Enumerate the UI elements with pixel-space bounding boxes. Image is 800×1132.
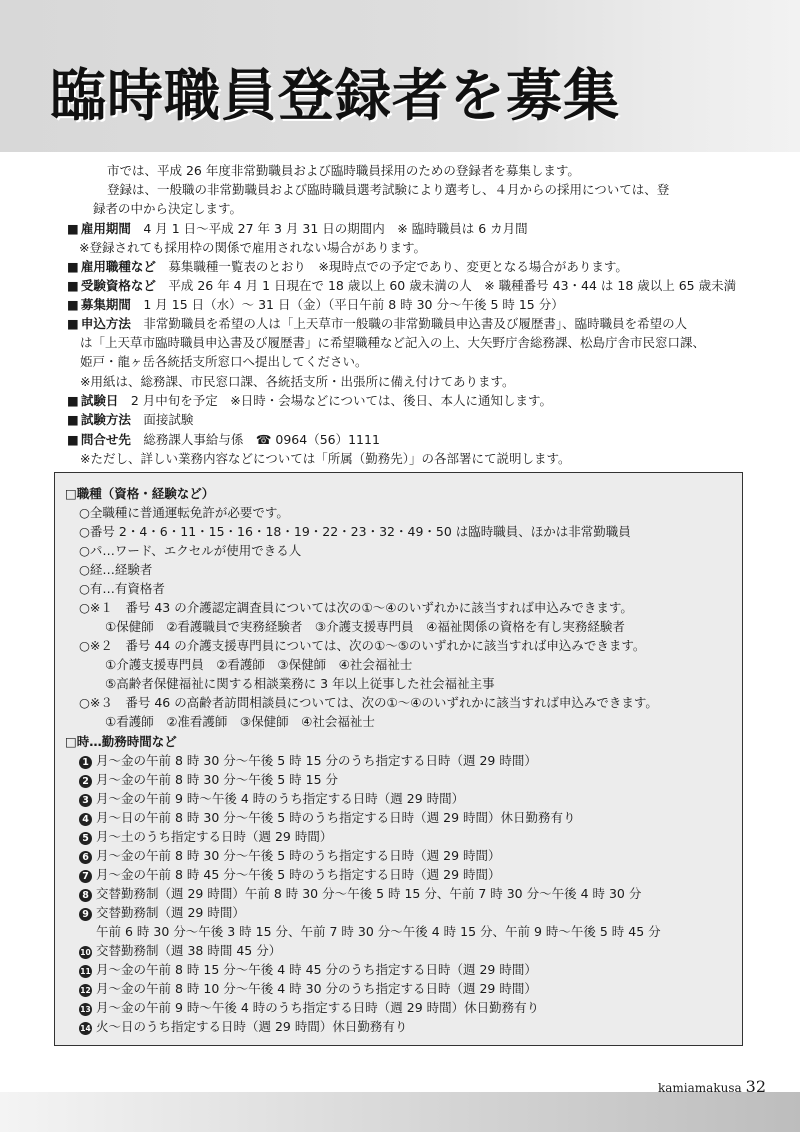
shift-text: 火～日のうち指定する日時（週 29 時間）休日勤務有り: [96, 1019, 408, 1034]
item-application: ■ 申込方法 非常勤職員を希望の人は「上天草市一般職の非常勤職員申込書及び履歴書」、臨時職員を希望の人: [67, 316, 688, 331]
item-text: 1 月 15 日（水）～ 31 日（金）（平日午前 8 時 30 分～午後 5 時 15 分）: [143, 297, 564, 312]
shift-text: 月～金の午前 9 時～午後 4 時のうち指定する日時（週 29 時間）: [96, 791, 465, 806]
site-name: kamiamakusa: [657, 1081, 742, 1095]
shift-text: 交替勤務制（週 29 時間）: [96, 905, 245, 920]
item-text: 募集職種一覧表のとおり ※現時点での予定であり、変更となる場合があります。: [168, 259, 628, 274]
item-text: 2 月中旬を予定 ※日時・会場などについては、後日、本人に通知します。: [130, 393, 552, 408]
item-label: 試験方法: [80, 412, 131, 427]
item-text: 面接試験: [143, 412, 194, 427]
item-note: ※登録されても採用枠の関係で雇用されない場合があります。: [79, 240, 426, 255]
item-label: 雇用職種など: [80, 259, 156, 274]
job-note: ○※３ 番号 46 の高齢者訪問相談員については、次の①～④のいずれかに該当すれば申込みできます。: [79, 695, 658, 710]
shift-item: [79, 847, 501, 865]
shift-text: 月～金の午前 9 時～午後 4 時のうち指定する日時（週 29 時間）休日勤務有り: [96, 1000, 540, 1015]
job-note: ○パ…ワード、エクセルが使用できる人: [79, 543, 302, 558]
shift-number-badge: 6: [79, 851, 92, 864]
shift-number-badge: 7: [79, 870, 92, 883]
footer-band: [0, 1092, 800, 1132]
item-employment-period: ■ 雇用期間 4 月 1 日～平成 27 年 3 月 31 日の期間内 ※ 臨時職員は 6 カ月間: [67, 221, 528, 236]
intro-line: 市では、平成 26 年度非常勤職員および臨時職員採用のための登録者を募集します。: [107, 163, 580, 178]
shift-number-badge: 5: [79, 832, 92, 845]
job-note: ①看護師 ②准看護師 ③保健師 ④社会福祉士: [105, 714, 375, 729]
job-note: ○経…経験者: [79, 562, 153, 577]
shift-text: 月～金の午前 8 時 30 分～午後 5 時 15 分: [96, 772, 339, 787]
intro-line: 登録は、一般職の非常勤職員および臨時職員選考試験により選考し、４月からの採用については、登: [107, 182, 670, 197]
shift-item: [79, 885, 641, 903]
item-label: 申込方法: [80, 316, 131, 331]
shift-item: [79, 771, 338, 789]
shift-number-badge: 3: [79, 794, 92, 807]
shift-item: [79, 752, 537, 770]
shift-item: [79, 866, 501, 884]
item-note: ※用紙は、総務課、市民窓口課、各統括支所・出張所に備え付けてあります。: [80, 374, 515, 389]
item-label: 受験資格など: [80, 278, 156, 293]
item-text: 平成 26 年 4 月 1 日現在で 18 歳以上 60 歳未満の人 ※ 職種番号 43・44 は 18 歳以上 65 歳未満: [168, 278, 737, 293]
shift-number-badge: 8: [79, 889, 92, 902]
shift-text: 月～土のうち指定する日時（週 29 時間）: [96, 829, 333, 844]
item-note: 姫戸・龍ヶ岳各統括支所窓口へ提出してください。: [80, 354, 368, 369]
item-text: 4 月 1 日～平成 27 年 3 月 31 日の期間内 ※ 臨時職員は 6 カ月間: [143, 221, 528, 236]
item-label: 問合せ先: [80, 432, 131, 447]
shift-number-badge: 13: [80, 1005, 91, 1014]
shift-number-badge: 12: [80, 986, 91, 995]
shift-number-badge: 10: [80, 948, 91, 957]
shift-item: [79, 980, 537, 998]
shift-number-badge: 1: [79, 756, 92, 769]
shift-item: [79, 999, 539, 1017]
item-label: 試験日: [80, 393, 119, 408]
shift-item: [79, 961, 537, 979]
job-note: ○※１ 番号 43 の介護認定調査員については次の①～④のいずれかに該当すれば申込みできます。: [79, 600, 633, 615]
shift-text: 午前 6 時 30 分～午後 3 時 15 分、午前 7 時 30 分～午後 4 時 15 分、午前 9 時～午後 5 時 45 分: [96, 924, 661, 939]
job-note: ①介護支援専門員 ②看護師 ③保健師 ④社会福祉士: [105, 657, 413, 672]
item-recruit-period: ■ 募集期間 1 月 15 日（水）～ 31 日（金）（平日午前 8 時 30 分～午後 5 時 15 分）: [67, 297, 564, 312]
intro-line: 録者の中から決定します。: [93, 201, 243, 216]
job-note: ○有…有資格者: [79, 581, 165, 596]
item-job-types: ■ 雇用職種など 募集職種一覧表のとおり ※現時点での予定であり、変更となる場合があります。: [67, 259, 628, 274]
item-note: ※ただし、詳しい業務内容などについては「所属（勤務先）」の各部署にて説明します。: [80, 451, 571, 466]
shift-number-badge: 4: [79, 813, 92, 826]
shift-text: 月～金の午前 8 時 30 分～午後 5 時 15 分のうち指定する日時（週 29 時間）: [96, 753, 537, 768]
shift-text: 月～金の午前 8 時 15 分～午後 4 時 45 分のうち指定する日時（週 29 時間）: [96, 962, 537, 977]
job-note: ○※２ 番号 44 の介護支援専門員については、次の①～⑤のいずれかに該当すれば申込みできます。: [79, 638, 646, 653]
job-note: ○全職種に普通運転免許が必要です。: [79, 505, 289, 520]
item-contact: ■ 問合せ先 総務課人事給与係 ☎ 0964（56）1111: [67, 432, 380, 447]
shift-item: [79, 1018, 407, 1036]
shift-item: [79, 809, 576, 827]
item-exam-method: ■ 試験方法 面接試験: [67, 412, 194, 427]
page-footer: [658, 1077, 766, 1096]
shift-item-continued: [96, 923, 661, 941]
section-title-job-types: □職種（資格・経験など）: [65, 486, 215, 501]
shift-text: 月～金の午前 8 時 10 分～午後 4 時 30 分のうち指定する日時（週 29 時間）: [96, 981, 537, 996]
shift-item: [79, 790, 464, 808]
shift-text: 月～金の午前 8 時 45 分～午後 5 時のうち指定する日時（週 29 時間）: [96, 867, 501, 882]
shift-item: [79, 828, 332, 846]
job-note: ○番号 2・4・6・11・15・16・18・19・22・23・32・49・50 は臨時職員、ほかは非常勤職員: [79, 524, 631, 539]
item-exam-date: ■ 試験日 2 月中旬を予定 ※日時・会場などについては、後日、本人に通知します。: [67, 393, 552, 408]
item-label: 募集期間: [80, 297, 131, 312]
shift-number-badge: 11: [80, 967, 91, 976]
page-title: 臨時職員登録者を募集: [50, 64, 620, 129]
item-note: は「上天草市臨時職員申込書及び履歴書」に希望職種など記入の上、大矢野庁舎総務課、松島庁舎市民窓口課、: [80, 335, 706, 350]
section-title-work-hours: □時…勤務時間など: [65, 734, 177, 749]
item-text: 総務課人事給与係 ☎ 0964（56）1111: [143, 432, 380, 447]
job-note: ⑤高齢者保健福祉に関する相談業務に 3 年以上従事した社会福祉主事: [105, 676, 495, 691]
shift-item: [79, 942, 281, 960]
item-label: 雇用期間: [80, 221, 131, 236]
details-box: [54, 472, 743, 1046]
item-eligibility: ■ 受験資格など 平成 26 年 4 月 1 日現在で 18 歳以上 60 歳未満の人 ※ 職種番号 43・44 は 18 歳以上 65 歳未満: [67, 278, 737, 293]
job-note: ①保健師 ②看護職員で実務経験者 ③介護支援専門員 ④福祉関係の資格を有し実務経験者: [105, 619, 625, 634]
shift-text: 交替勤務制（週 29 時間）午前 8 時 30 分～午後 5 時 15 分、午前 7 時 30 分～午後 4 時 30 分: [96, 886, 642, 901]
item-text: 非常勤職員を希望の人は「上天草市一般職の非常勤職員申込書及び履歴書」、臨時職員を希望の人: [143, 316, 688, 331]
shift-item: [79, 904, 245, 922]
shift-number-badge: 2: [79, 775, 92, 788]
shift-text: 月～日の午前 8 時 30 分～午後 5 時のうち指定する日時（週 29 時間）休日勤務有り: [96, 810, 576, 825]
shift-text: 月～金の午前 8 時 30 分～午後 5 時のうち指定する日時（週 29 時間）: [96, 848, 501, 863]
shift-number-badge: 14: [80, 1024, 91, 1033]
shift-number-badge: 9: [79, 908, 92, 921]
page-number: 32: [745, 1077, 766, 1096]
shift-text: 交替勤務制（週 38 時間 45 分）: [96, 943, 282, 958]
